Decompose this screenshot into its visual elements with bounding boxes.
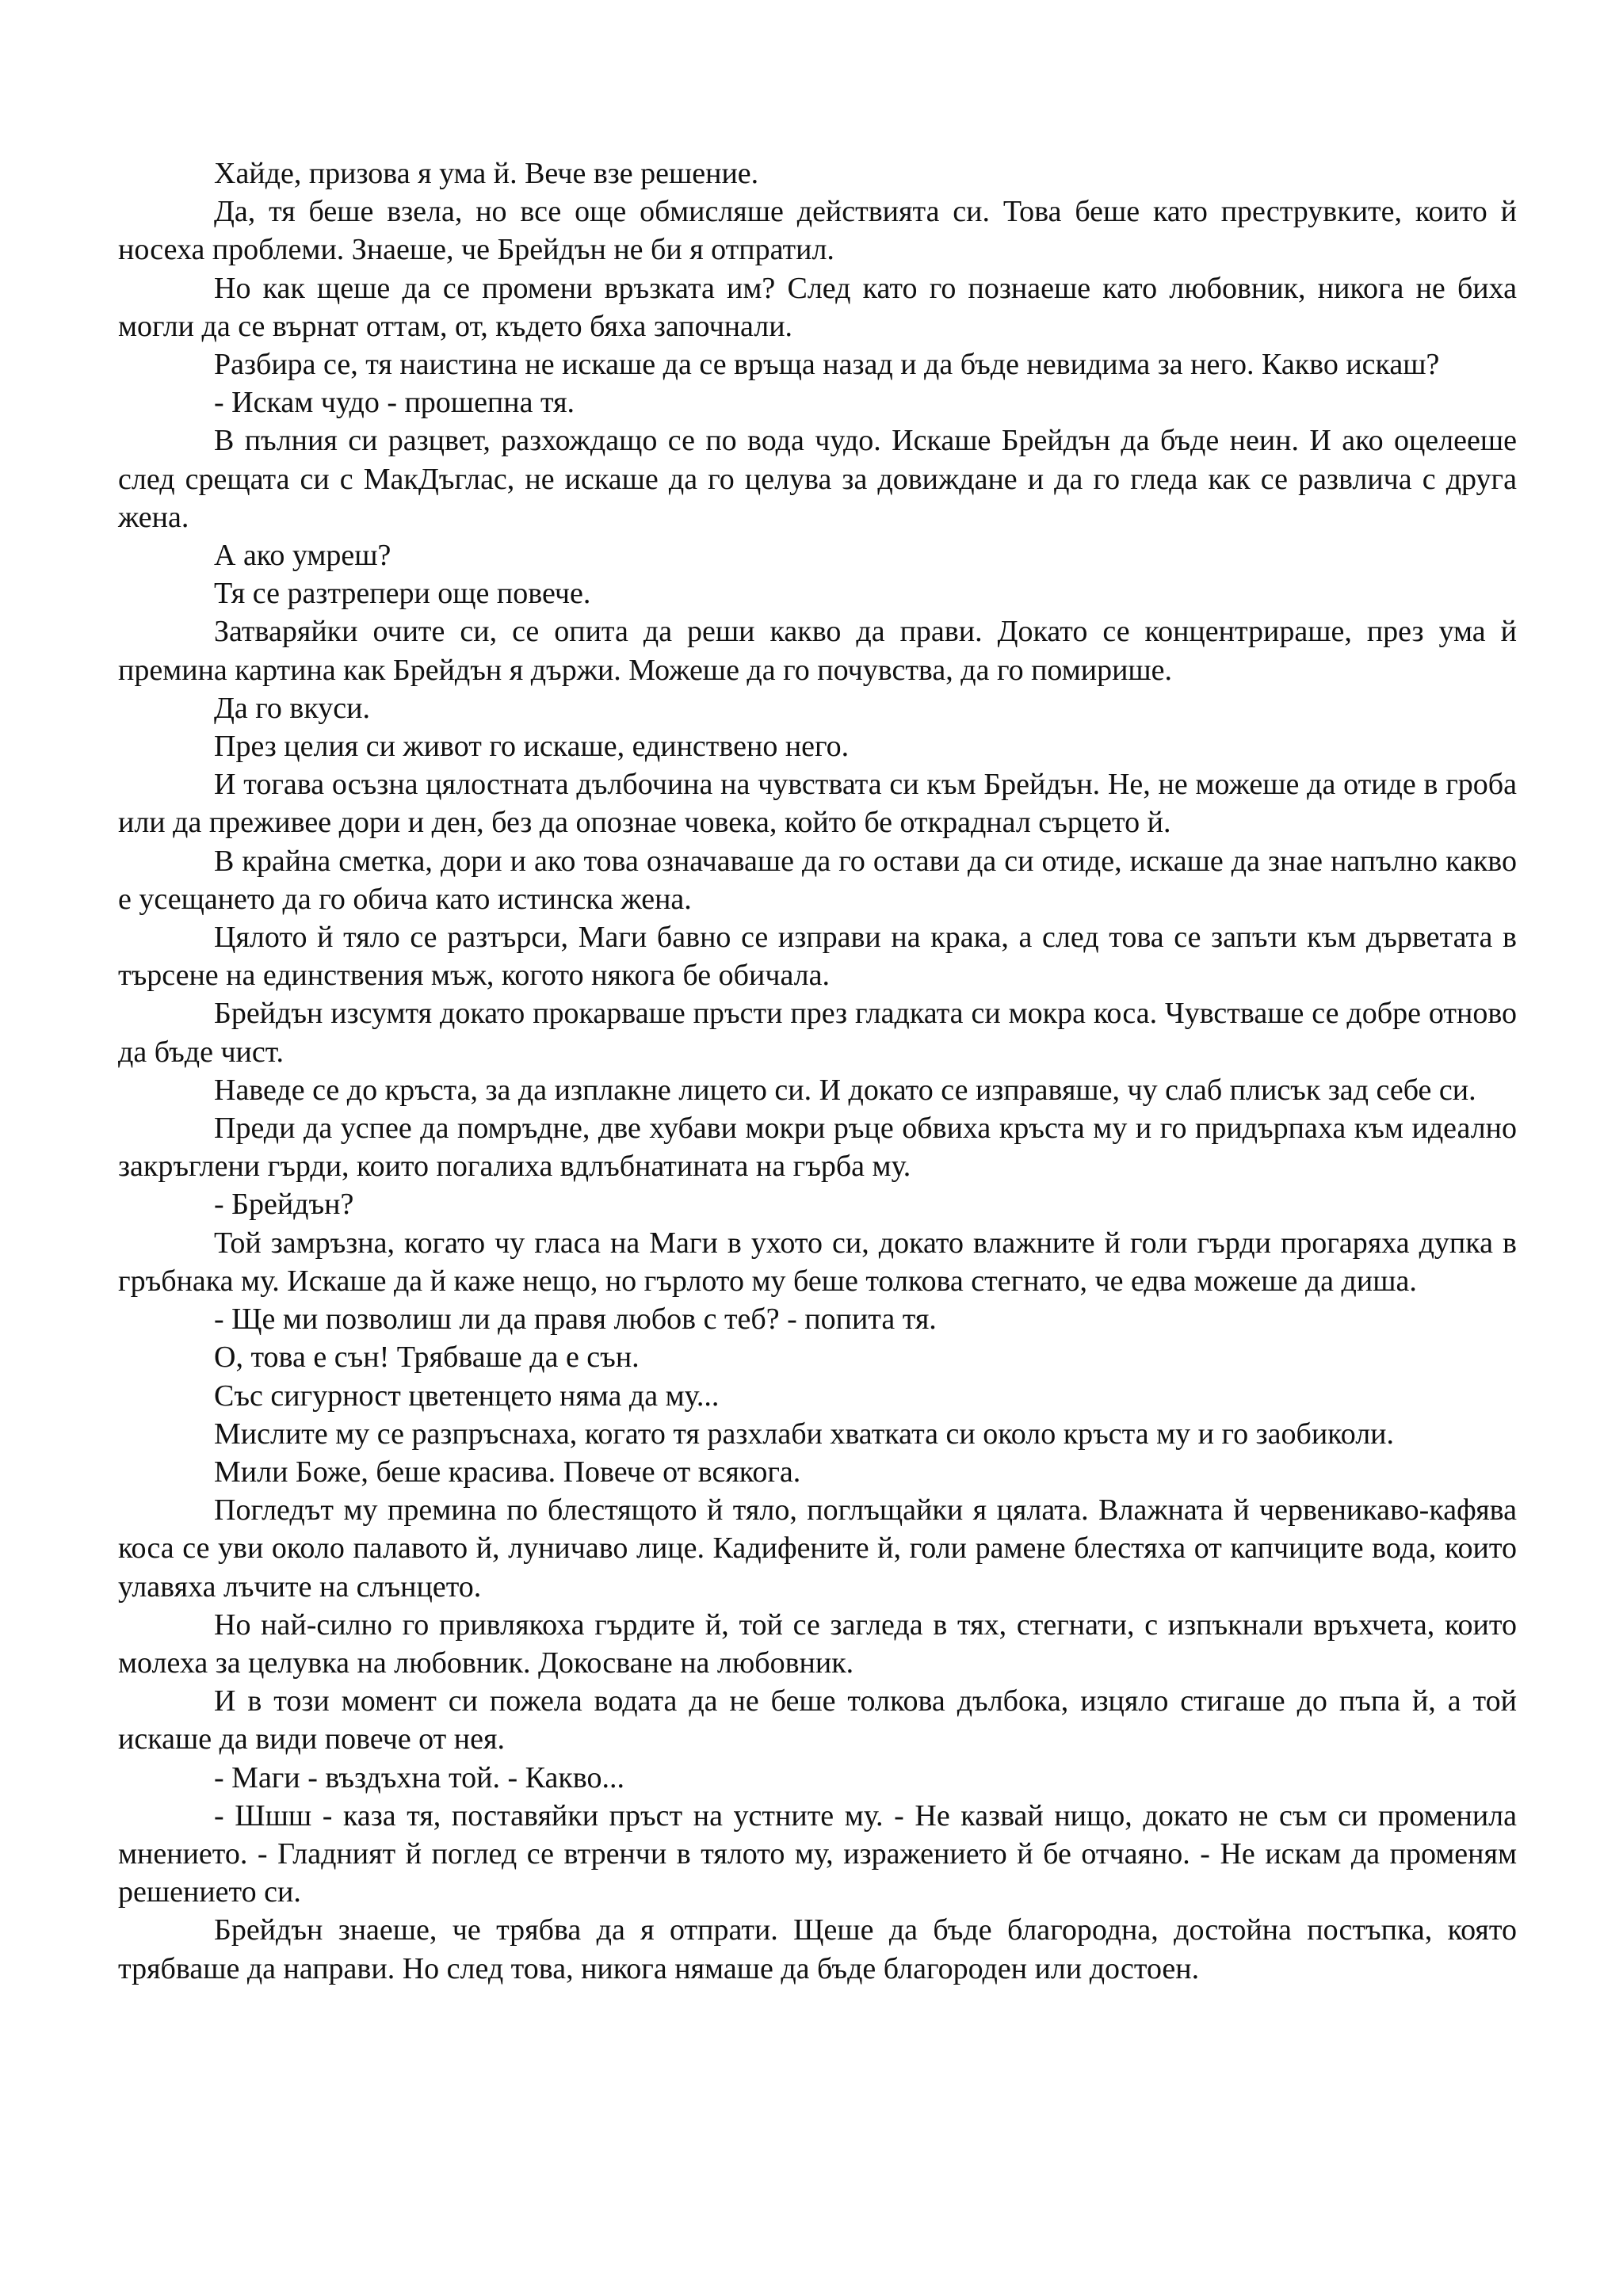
paragraph: Преди да успее да помръдне, две хубави мокри ръце обвиха кръста му и го придърпаха към идеално закръглени гърди, които погалиха вдлъбнатината на гърба му. — [118, 1112, 1517, 1184]
paragraph: В пълния си разцвет, разхождащо се по вода чудо. Искаше Брейдън да бъде неин. И ако оцелееше след срещата си с МакДъглас, не искаше да го целува за довиждане и да го гледа как се развлича с друга жена. — [118, 424, 1517, 534]
paragraph: Цялото й тяло се разтърси, Маги бавно се изправи на крака, а след това се запъти към дърветата в търсене на единствения мъж, когото някога бе обичала. — [118, 921, 1517, 993]
paragraph: Хайде, призова я ума й. Вече взе решение. — [214, 157, 759, 190]
paragraph: - Маги - въздъхна той. - Какво... — [214, 1760, 624, 1794]
paragraph: - Ще ми позволиш ли да правя любов с теб? - попита тя. — [214, 1302, 937, 1337]
paragraph: Брейдън изсумтя докато прокарваше пръсти през гладката си мокра коса. Чувстваше се добре отново да бъде чист. — [118, 997, 1517, 1069]
paragraph: - Искам чудо - прошепна тя. — [214, 386, 575, 420]
paragraph: Той замръзна, когато чу гласа на Маги в ухото си, докато влажните й голи гърди прогаряха дупка в гръбнака му. Искаше да й каже нещо, но гърлото му беше толкова стегнато, че едва можеше да диша. — [118, 1226, 1517, 1298]
paragraph: Погледът му премина по блестящото й тяло, поглъщайки я цялата. Влажната й червеникаво-кафява коса се уви около палавото й, луничаво лице. Кадифените й, голи рамене блестяха от капчиците вода, които улавяха лъчите на слънцето. — [118, 1493, 1517, 1604]
paragraph: И в този момент си пожела водата да не беше толкова дълбока, изцяло стигаше до пъпа й, а той искаше да види повече от нея. — [118, 1684, 1517, 1756]
paragraph: Да го вкуси. — [214, 691, 370, 725]
paragraph: Мислите му се разпръснаха, когато тя разхлаби хватката си около кръста му и го заобиколи. — [214, 1417, 1395, 1451]
paragraph: През целия си живот го искаше, единствено него. — [214, 730, 850, 764]
body-text — [118, 154, 1517, 1988]
paragraph: В крайна сметка, дори и ако това означаваше да го остави да си отиде, искаше да знае напълно какво е усещането да го обича като истинска жена. — [118, 844, 1517, 916]
paragraph: Със сигурност цветенцето няма да му... — [214, 1379, 720, 1413]
paragraph: Разбира се, тя наистина не искаше да се връща назад и да бъде невидима за него. Какво искаш? — [214, 348, 1440, 382]
paragraph: Тя се разтрепери още повече. — [214, 577, 591, 611]
paragraph: Да, тя беше взела, но все още обмисляше действията си. Това беше като преструвките, които й носеха проблеми. Знаеше, че Брейдън не би я отпратил. — [118, 195, 1517, 267]
paragraph: И тогава осъзна цялостната дълбочина на чувствата си към Брейдън. Не, не можеше да отиде в гроба или да преживее дори и ден, без да опознае човека, който бе откраднал сърцето й. — [118, 768, 1517, 840]
paragraph: Брейдън знаеше, че трябва да я отпрати. Щеше да бъде благородна, достойна постъпка, която трябваше да направи. Но след това, никога нямаше да бъде благороден или достоен. — [118, 1913, 1517, 1985]
paragraph: Наведе се до кръста, за да изплакне лицето си. И докато се изправяше, чу слаб плисък зад себе си. — [214, 1073, 1476, 1107]
paragraph: Затваряйки очите си, се опита да реши какво да прави. Докато се концентрираше, през ума й премина картина как Брейдън я държи. Можеше да го почувства, да го помирише. — [118, 615, 1517, 687]
paragraph: А ако умреш? — [214, 539, 391, 573]
paragraph: О, това е сън! Трябваше да е сън. — [214, 1341, 640, 1375]
paragraph: - Брейдън? — [214, 1188, 354, 1222]
paragraph: - Шшш - каза тя, поставяйки пръст на устните му. - Не казвай нищо, докато не съм си променила мнението. - Гладният й поглед се втренчи в тялото му, изражението й бе отчаяно. - Не искам да променям решението си. — [118, 1798, 1517, 1909]
paragraph: Но как щеше да се промени връзката им? След като го познаеше като любовник, никога не биха могли да се върнат оттам, от, където бяха започнали. — [118, 271, 1517, 343]
paragraph: Но най-силно го привлякоха гърдите й, той се загледа в тях, стегнати, с изпъкнали връхчета, които молеха за целувка на любовник. Докосване на любовник. — [118, 1608, 1517, 1680]
paragraph: Мили Боже, беше красива. Повече от всякога. — [214, 1455, 801, 1489]
